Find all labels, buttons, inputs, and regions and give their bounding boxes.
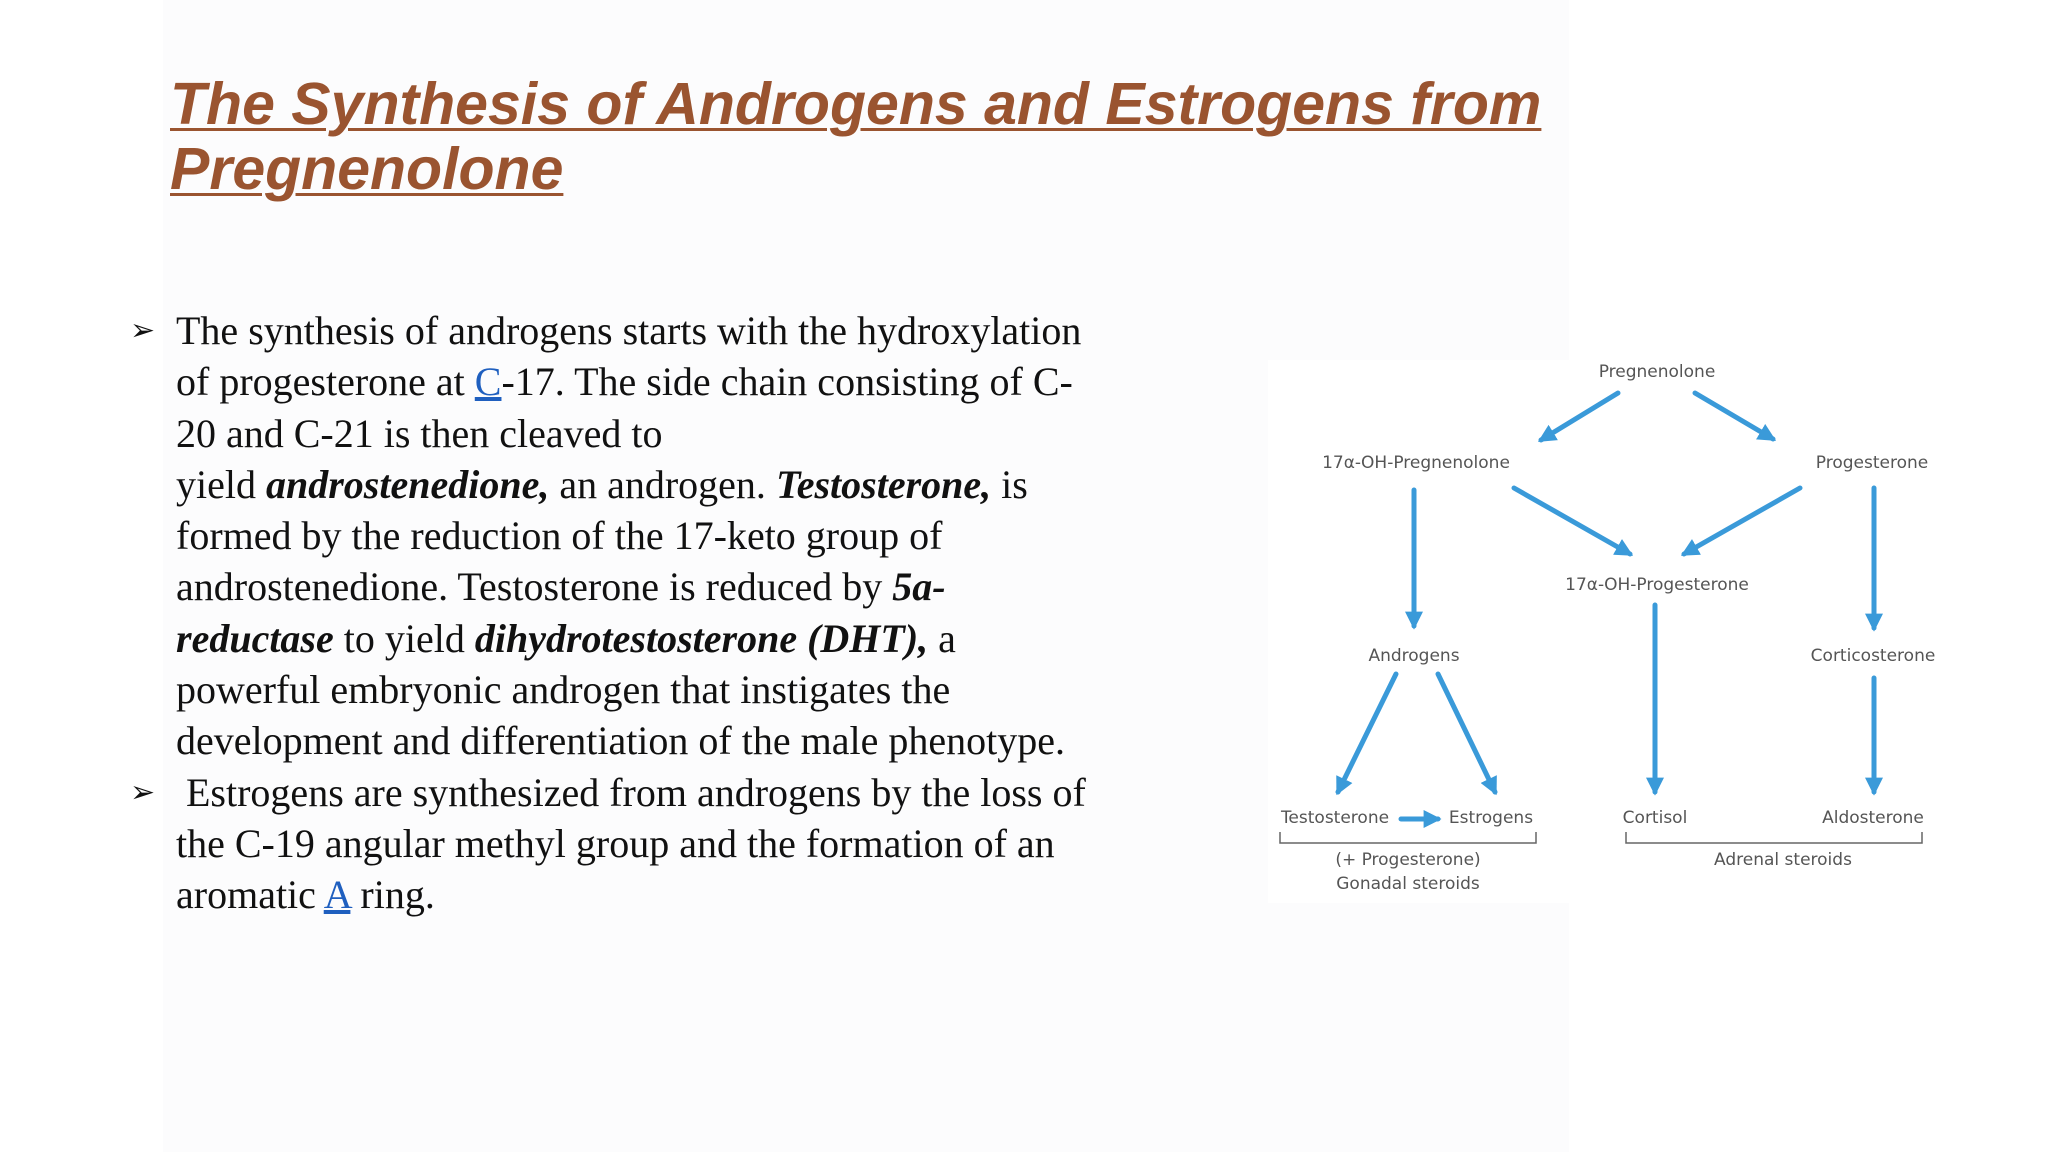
text-line xyxy=(176,459,1170,510)
text-run: formed by the reduction of the 17-keto group of xyxy=(176,513,943,559)
label-aldosterone: Aldosterone xyxy=(1822,808,1924,828)
text-run: androstenedione. Testosterone is reduced by xyxy=(176,564,893,610)
c-link[interactable]: C xyxy=(474,359,502,405)
text-line xyxy=(176,818,1170,869)
arrow-preg-to-ohpreg xyxy=(1541,393,1618,440)
text-run: The synthesis of androgens starts with the hydroxylation xyxy=(176,308,1082,353)
label-cortisol: Cortisol xyxy=(1622,808,1688,828)
arrow-prog-to-ohprog xyxy=(1684,488,1800,554)
gonadal-bracket xyxy=(1280,832,1536,843)
text-run: of progesterone at xyxy=(176,359,475,405)
label-androgens: Androgens xyxy=(1368,646,1460,666)
bullet-item xyxy=(130,305,1170,767)
bullet-text xyxy=(176,767,1170,921)
label-adrenal-steroids: Adrenal steroids xyxy=(1714,850,1852,870)
text-line xyxy=(176,561,1170,612)
arrow-ohpreg-to-ohprog xyxy=(1514,488,1630,554)
text-run: to yield xyxy=(333,615,475,661)
label-pregnenolone: Pregnenolone xyxy=(1598,362,1716,382)
arrow-bullet-icon: ➢ xyxy=(130,313,156,348)
text-line xyxy=(176,664,1170,715)
text-run: is xyxy=(991,461,1028,507)
text-run: an androgen. xyxy=(549,461,776,507)
adrenal-bracket xyxy=(1626,832,1922,843)
text-run: the C-19 angular methyl group and the formation of an xyxy=(176,820,1055,866)
arrow-preg-to-prog xyxy=(1695,393,1773,439)
text-line xyxy=(176,613,1170,664)
label-estrogens: Estrogens xyxy=(1448,808,1534,828)
title-line-1: The Synthesis of Androgens and Estrogens from xyxy=(170,71,1542,137)
pathway-svg xyxy=(1268,360,1940,903)
label-17oh-pregnenolone: 17α-OH-Pregnenolone xyxy=(1322,453,1510,473)
text-line xyxy=(176,869,1170,920)
label-gonadal-steroids: Gonadal steroids xyxy=(1336,874,1480,894)
term-testosterone: Testosterone, xyxy=(775,461,992,507)
slide-title xyxy=(170,72,1670,202)
text-line xyxy=(176,715,1170,766)
text-run: development and differentiation of the male phenotype. xyxy=(176,718,1065,764)
label-corticosterone: Corticosterone xyxy=(1810,646,1936,666)
text-run: yield xyxy=(176,461,266,507)
label-plus-progesterone: (+ Progesterone) xyxy=(1335,850,1481,870)
text-line xyxy=(176,356,1170,407)
text-run: 20 and C-21 is then cleaved to xyxy=(176,410,663,456)
title-line-2: Pregnenolone xyxy=(170,136,564,202)
label-progesterone: Progesterone xyxy=(1815,453,1929,473)
bullet-text xyxy=(176,305,1170,767)
text-run: Estrogens are synthesized from androgens by the loss of xyxy=(176,769,1086,815)
text-run: ring. xyxy=(350,872,435,918)
text-run: aromatic xyxy=(176,872,324,918)
bullet-item xyxy=(130,767,1170,921)
arrow-androgens-to-testosterone xyxy=(1338,674,1396,792)
arrow-androgens-to-estrogens xyxy=(1438,674,1495,792)
bullet-list xyxy=(130,305,1170,921)
arrow-bullet-icon: ➢ xyxy=(130,774,156,810)
text-line xyxy=(176,408,1170,459)
text-run: a xyxy=(928,615,956,661)
text-line xyxy=(176,305,1170,356)
a-ring-link[interactable]: A xyxy=(323,872,351,918)
label-testosterone: Testosterone xyxy=(1280,808,1390,828)
text-run: powerful embryonic androgen that instigates the xyxy=(176,667,951,713)
term-dht: dihydrotestosterone (DHT), xyxy=(474,615,929,661)
steroid-pathway-diagram xyxy=(1268,360,1940,903)
text-line xyxy=(176,510,1170,561)
text-run: -17. The side chain consisting of C- xyxy=(501,359,1073,405)
term-5a-reductase: 5a- xyxy=(892,564,946,610)
text-line xyxy=(176,767,1170,818)
label-17oh-progesterone: 17α-OH-Progesterone xyxy=(1565,575,1749,595)
term-reductase: reductase xyxy=(176,615,334,661)
term-androstenedione: androstenedione, xyxy=(265,461,550,507)
